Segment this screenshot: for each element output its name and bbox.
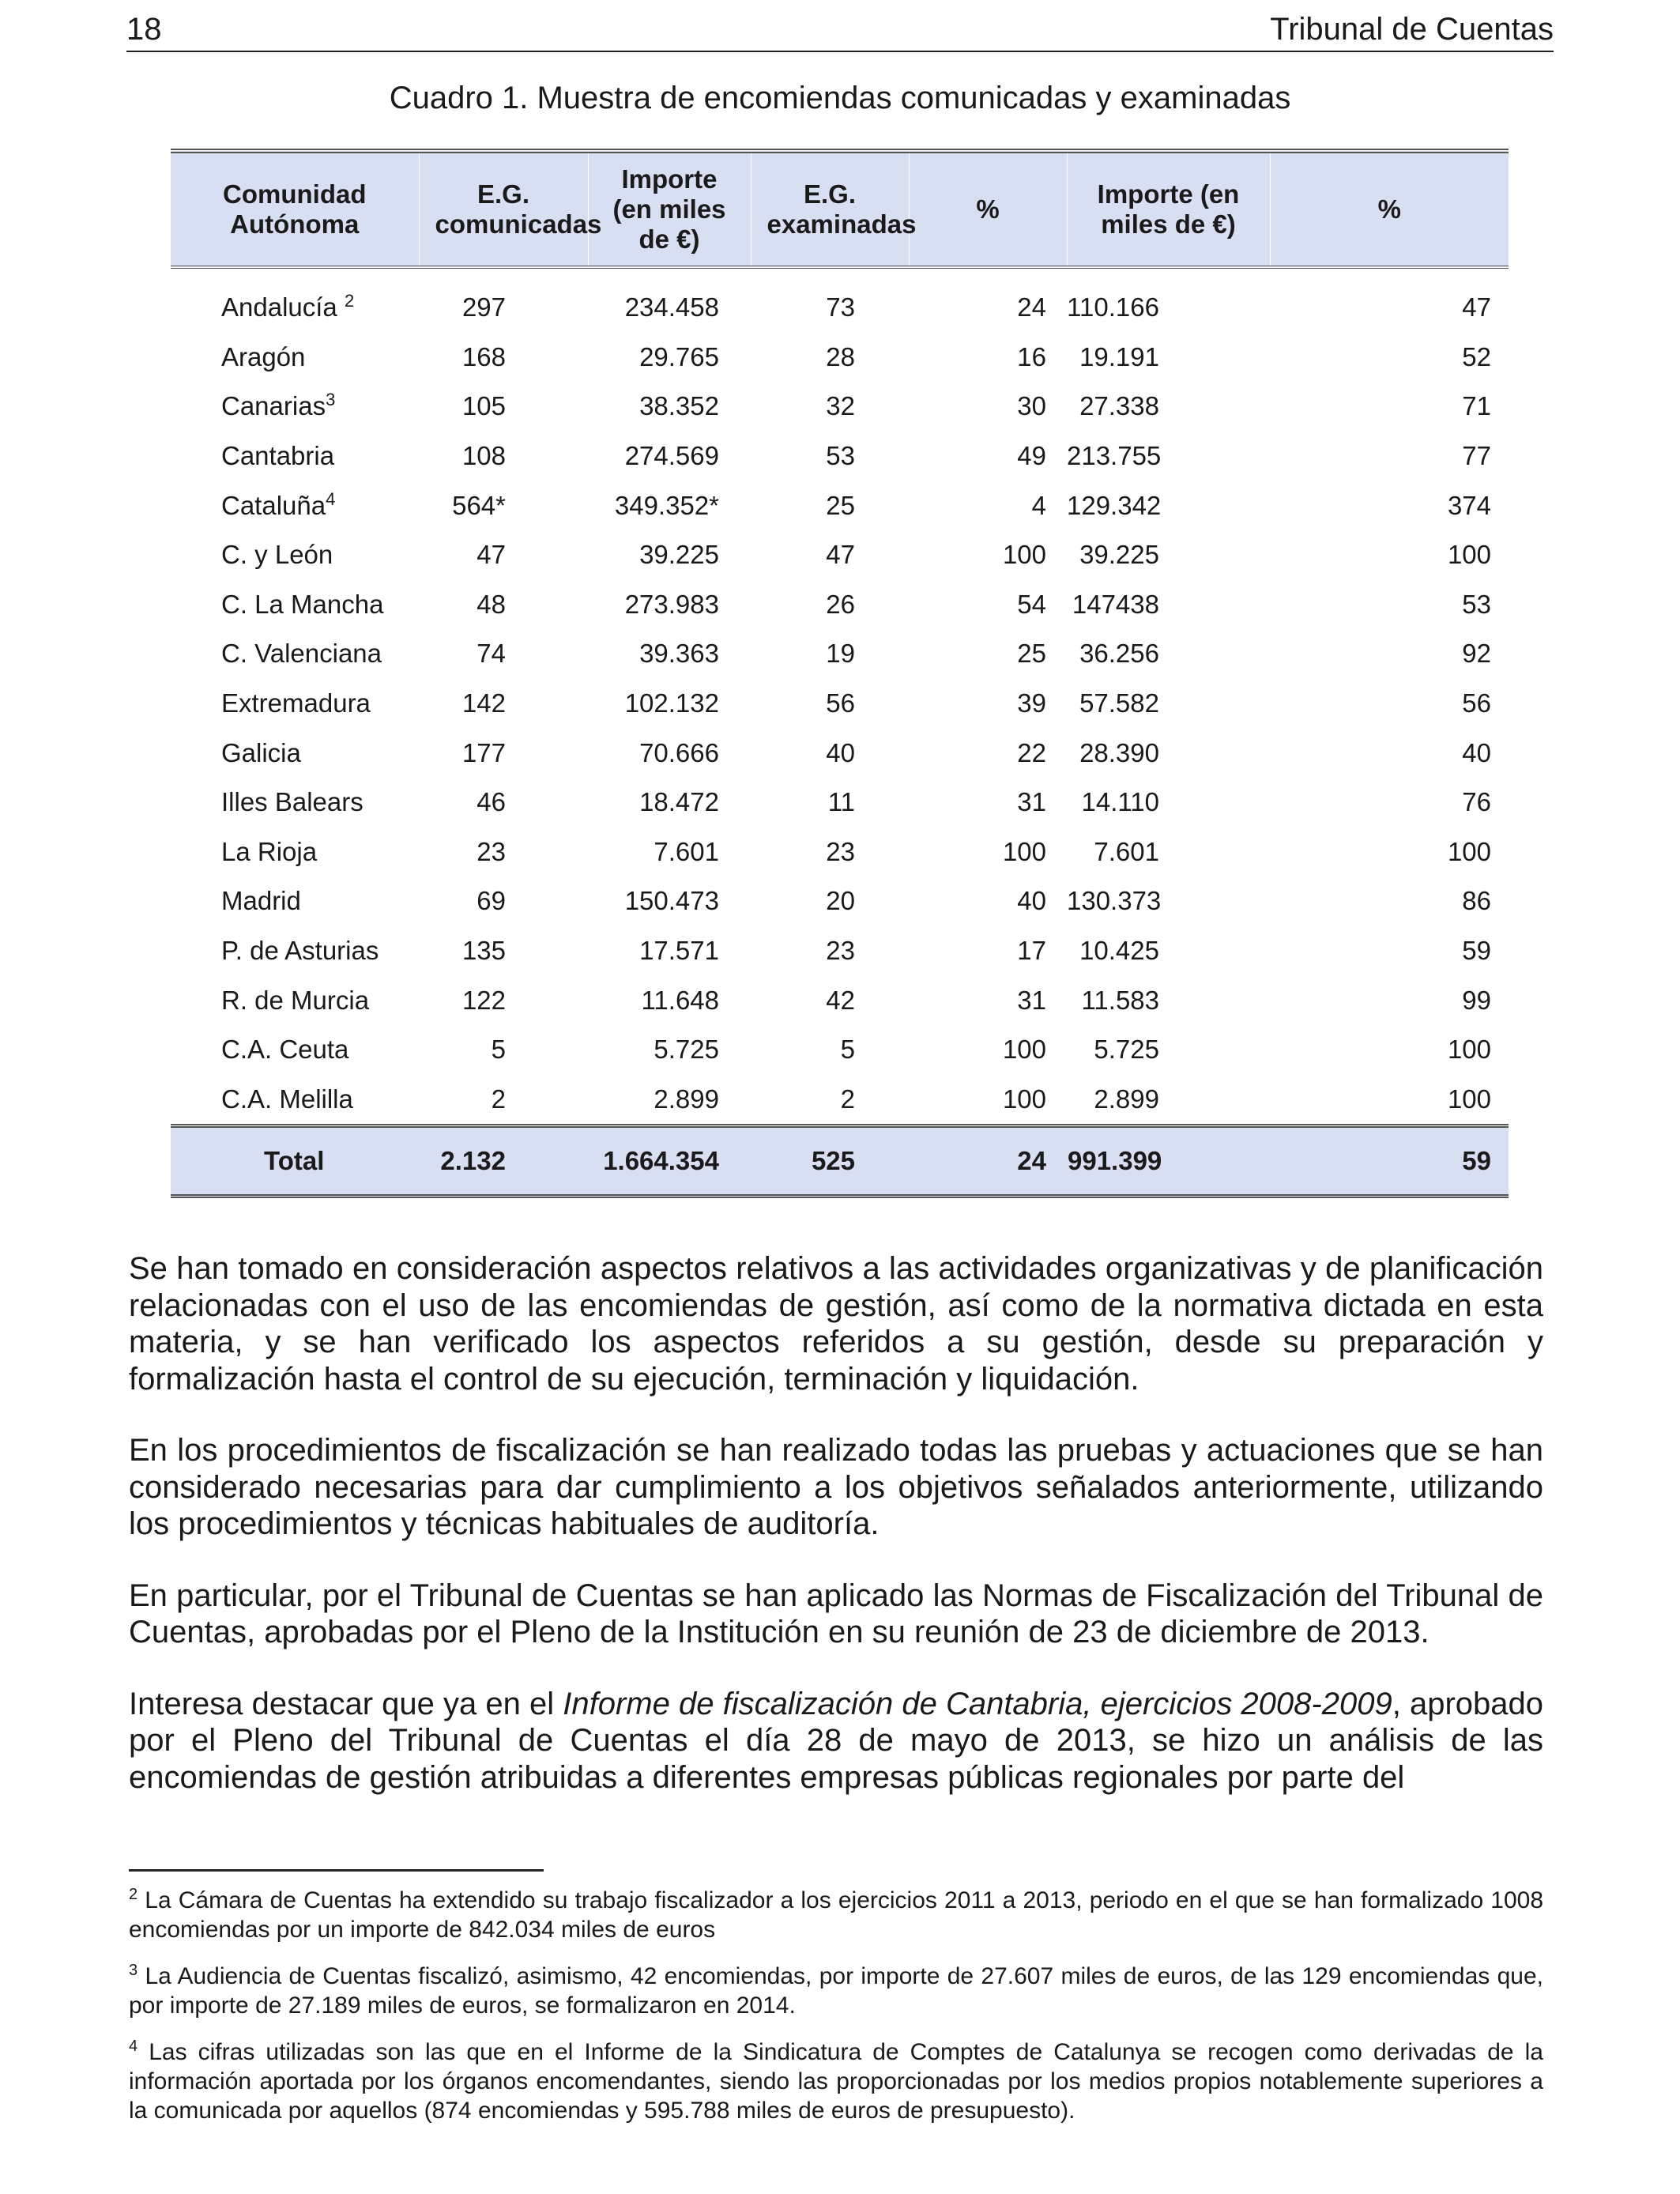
- table-cell: 2: [840, 1084, 855, 1114]
- table-cell: 32: [826, 391, 855, 421]
- column-header: Importe (en miles de €): [1067, 151, 1270, 267]
- table-cell: 36.256: [1079, 639, 1159, 669]
- table-cell: 11.583: [1081, 985, 1159, 1015]
- table-cell: 25: [826, 490, 855, 520]
- column-header: %: [1270, 151, 1509, 267]
- table-cell: 40: [1017, 886, 1046, 916]
- table-row: [171, 926, 1509, 976]
- table-cell: 71: [1462, 391, 1491, 421]
- table-cell: 110.166: [1067, 292, 1159, 322]
- column-header: %: [909, 151, 1067, 267]
- table-cell: 29.765: [639, 341, 719, 371]
- region-name: Andalucía: [221, 292, 337, 322]
- table-cell: 129.342: [1067, 490, 1162, 520]
- table-caption: Cuadro 1. Muestra de encomiendas comunicadas y examinadas: [389, 81, 1291, 115]
- footnote-mark: 4: [129, 2038, 138, 2055]
- table-cell: 23: [826, 936, 855, 966]
- total-cell: 2.132: [419, 1126, 588, 1197]
- table-cell: 31: [1017, 787, 1046, 817]
- table-cell: 69: [477, 886, 506, 916]
- table-cell: 11: [827, 787, 855, 817]
- table-cell: 46: [477, 787, 506, 817]
- region-name: C.A. Ceuta: [221, 1035, 349, 1065]
- table-body: [171, 267, 1509, 1126]
- table-cell: 274.569: [624, 441, 719, 471]
- table-cell: 234.458: [624, 292, 719, 322]
- region-cell: [171, 432, 419, 481]
- total-cell: 59: [1270, 1126, 1509, 1197]
- paragraph-text: Interesa destacar que ya en el: [129, 1686, 563, 1721]
- table-row: [171, 1025, 1509, 1075]
- column-header: Importe (en miles de €): [588, 151, 751, 267]
- footnote-ref: 3: [326, 390, 336, 410]
- table-row: [171, 629, 1509, 679]
- footnote-text: La Audiencia de Cuentas fiscalizó, asimismo, 42 encomiendas, por importe de 27.607 miles de euros, de las 129 encomiendas que, por importe de 27.189 miles de euros, se formalizaron en 2014.: [129, 1963, 1543, 2019]
- region-cell: [171, 827, 419, 877]
- table-cell: 100: [1447, 836, 1491, 866]
- table-cell: 213.755: [1067, 441, 1162, 471]
- table-cell: 7.601: [1094, 836, 1159, 866]
- table-cell: 47: [477, 540, 506, 570]
- table-row: [171, 975, 1509, 1025]
- table-cell: 102.132: [624, 688, 719, 718]
- region-name: Canarias: [221, 391, 326, 421]
- table-cell: 100: [1447, 1084, 1491, 1114]
- table-cell: 92: [1462, 639, 1491, 669]
- region-cell: [171, 679, 419, 729]
- footnote-ref: 4: [326, 488, 336, 509]
- table-cell: 86: [1462, 886, 1491, 916]
- region-name: C. y León: [221, 540, 333, 570]
- table-cell: 28.390: [1079, 737, 1159, 767]
- table-cell: 122: [461, 985, 506, 1015]
- table-cell: 27.338: [1079, 391, 1159, 421]
- region-cell: [171, 580, 419, 630]
- table-cell: 5: [491, 1035, 506, 1065]
- table-row: [171, 481, 1509, 530]
- table-cell: 17: [1017, 936, 1046, 966]
- region-cell: [171, 1025, 419, 1075]
- table-cell: 100: [1002, 836, 1046, 866]
- table-cell: 20: [826, 886, 855, 916]
- table-row: [171, 382, 1509, 432]
- region-name: Galicia: [221, 737, 301, 767]
- table-cell: 147438: [1072, 589, 1159, 619]
- table-cell: 5.725: [654, 1035, 719, 1065]
- table-cell: 100: [1447, 1035, 1491, 1065]
- table-cell: 47: [1462, 292, 1491, 322]
- body-text: [129, 1250, 1543, 1830]
- table-cell: 52: [1462, 341, 1491, 371]
- table-row: [171, 778, 1509, 827]
- table-cell: 23: [826, 836, 855, 866]
- table-cell: 168: [461, 341, 506, 371]
- table-cell: 177: [461, 737, 506, 767]
- table-cell: 108: [461, 441, 506, 471]
- table-row: [171, 267, 1509, 333]
- table-row: [171, 530, 1509, 580]
- table-cell: 7.601: [654, 836, 719, 866]
- table-cell: 53: [826, 441, 855, 471]
- table-row: [171, 876, 1509, 926]
- running-title: Tribunal de Cuentas: [1270, 12, 1554, 47]
- table-cell: 5: [840, 1035, 855, 1065]
- page-number: 18: [126, 12, 162, 47]
- table-cell: 47: [826, 540, 855, 570]
- table-cell: 40: [826, 737, 855, 767]
- total-label: Total: [171, 1126, 419, 1197]
- table-cell: 19.191: [1079, 341, 1159, 371]
- report-title: Informe de fiscalización de Cantabria, ejercicios 2008-2009: [563, 1686, 1392, 1721]
- table-cell: 23: [477, 836, 506, 866]
- table-cell: 56: [826, 688, 855, 718]
- region-cell: [171, 778, 419, 827]
- footnote-text: La Cámara de Cuentas ha extendido su trabajo fiscalizador a los ejercicios 2011 a 2013, periodo en el que se han formalizado 1008 encomiendas por un importe de 842.034 miles de euros: [129, 1887, 1543, 1943]
- footnote-mark: 3: [129, 1962, 138, 1979]
- table-cell: 39.225: [1079, 540, 1159, 570]
- table-cell: 38.352: [639, 391, 719, 421]
- footnote: [129, 1886, 1543, 1944]
- table-cell: 564*: [452, 490, 506, 520]
- table-cell: 56: [1462, 688, 1491, 718]
- region-name: Extremadura: [221, 688, 371, 718]
- table-cell: 40: [1462, 737, 1491, 767]
- table-cell: 30: [1017, 391, 1046, 421]
- region-cell: [171, 876, 419, 926]
- table-cell: 26: [826, 589, 855, 619]
- region-cell: [171, 926, 419, 976]
- footnote-separator: [129, 1869, 544, 1872]
- table-cell: 17.571: [639, 936, 719, 966]
- column-header: E.G. comunicadas: [419, 151, 588, 267]
- footnotes: [129, 1886, 1543, 2143]
- table-row: [171, 333, 1509, 383]
- paragraph: En particular, por el Tribunal de Cuentas se han aplicado las Normas de Fiscalización del Tribunal de Cuentas, aprobadas por el Pleno de la Institución en su reunión de 23 de diciembre de 2013.: [129, 1578, 1543, 1649]
- table-cell: 54: [1017, 589, 1046, 619]
- table-cell: 53: [1462, 589, 1491, 619]
- table-cell: 142: [461, 688, 506, 718]
- table-cell: 25: [1017, 639, 1046, 669]
- table-row: [171, 580, 1509, 630]
- table-cell: 76: [1462, 787, 1491, 817]
- footnote-text: Las cifras utilizadas son las que en el Informe de la Sindicatura de Comptes de Catalunya se recogen como derivadas de la información aportada por los órganos encomendantes, siendo las proporcionadas por los medios propios notablemente superiores a la comunicada por aquellos (874 encomiendas y 595.788 miles de euros de presupuesto).: [129, 2039, 1543, 2124]
- table-cell: 74: [477, 639, 506, 669]
- region-cell: [171, 333, 419, 383]
- table-cell: 59: [1462, 936, 1491, 966]
- table-cell: 5.725: [1094, 1035, 1159, 1065]
- region-name: Madrid: [221, 886, 301, 916]
- table-cell: 374: [1447, 490, 1491, 520]
- table-row: [171, 1075, 1509, 1126]
- table-row: [171, 728, 1509, 778]
- region-name: Illes Balears: [221, 787, 363, 817]
- region-name: P. de Asturias: [221, 936, 379, 966]
- table-cell: 4: [1031, 490, 1046, 520]
- region-cell: [171, 975, 419, 1025]
- region-cell: [171, 1075, 419, 1126]
- paragraph: En los procedimientos de fiscalización se han realizado todas las pruebas y actuaciones que se han considerado necesarias para dar cumplimiento a los objetivos señalados anteriormente, utilizando los procedimientos y técnicas habituales de auditoría.: [129, 1433, 1543, 1541]
- table-cell: 14.110: [1081, 787, 1159, 817]
- paragraph: Se han tomado en consideración aspectos relativos a las actividades organizativas y de planificación relacionadas con el uso de las encomiendas de gestión, así como de la normativa dictada en esta materia, y se han verificado los aspectos referidos a su gestión, desde su preparación y formalización hasta el control de su ejecución, terminación y liquidación.: [129, 1251, 1543, 1397]
- table-cell: 99: [1462, 985, 1491, 1015]
- region-cell: [171, 267, 419, 333]
- region-name: La Rioja: [221, 836, 318, 866]
- region-name: Cataluña: [221, 490, 326, 520]
- table-cell: 39: [1017, 688, 1046, 718]
- table-cell: 2: [491, 1084, 506, 1114]
- region-cell: [171, 530, 419, 580]
- table-cell: 297: [461, 292, 506, 322]
- sample-table: [171, 149, 1509, 1198]
- column-header: Comunidad Autónoma: [171, 151, 419, 267]
- total-cell: 24: [909, 1126, 1067, 1197]
- page-header: [126, 9, 1554, 52]
- table-header-row: [171, 151, 1509, 267]
- table-cell: 28: [826, 341, 855, 371]
- region-cell: [171, 382, 419, 432]
- table-cell: 39.363: [639, 639, 719, 669]
- table-cell: 19: [826, 639, 855, 669]
- table-cell: 2.899: [654, 1084, 719, 1114]
- region-name: C. La Mancha: [221, 589, 384, 619]
- footnote-ref: 2: [344, 291, 355, 311]
- table-row: [171, 432, 1509, 481]
- table-cell: 10.425: [1079, 936, 1159, 966]
- table-cell: 349.352*: [614, 490, 719, 520]
- table-row: [171, 679, 1509, 729]
- region-name: C. Valenciana: [221, 639, 382, 669]
- table-cell: 150.473: [624, 886, 719, 916]
- table-cell: 105: [461, 391, 506, 421]
- table-cell: 273.983: [624, 589, 719, 619]
- table-cell: 22: [1017, 737, 1046, 767]
- table-cell: 48: [477, 589, 506, 619]
- table-cell: 16: [1017, 341, 1046, 371]
- region-cell: [171, 629, 419, 679]
- region-cell: [171, 728, 419, 778]
- region-name: C.A. Melilla: [221, 1084, 353, 1114]
- table-cell: 57.582: [1079, 688, 1159, 718]
- table-cell: 70.666: [639, 737, 719, 767]
- total-cell: 525: [751, 1126, 909, 1197]
- footnote: [129, 2038, 1543, 2125]
- region-name: Cantabria: [221, 441, 335, 471]
- table-cell: 42: [826, 985, 855, 1015]
- region-name: Aragón: [221, 341, 306, 371]
- data-table-container: [171, 149, 1509, 1198]
- column-header: E.G. examinadas: [751, 151, 909, 267]
- table-cell: 31: [1017, 985, 1046, 1015]
- table-cell: 39.225: [639, 540, 719, 570]
- region-name: R. de Murcia: [221, 985, 370, 1015]
- table-cell: 77: [1462, 441, 1491, 471]
- footnote-mark: 2: [129, 1886, 138, 1903]
- table-cell: 11.648: [641, 985, 719, 1015]
- table-total-row: [171, 1126, 1509, 1197]
- total-cell: 1.664.354: [588, 1126, 751, 1197]
- paragraph-text: , aprobado por el Pleno del Tribunal de Cuentas el día 28 de mayo de 2013, se hizo un análisis de las encomiendas de gestión atribuidas a diferentes empresas públicas regionales por parte del: [129, 1686, 1544, 1795]
- table-cell: 2.899: [1094, 1084, 1159, 1114]
- paragraph: [129, 1686, 1543, 1796]
- table-cell: 135: [461, 936, 506, 966]
- region-cell: [171, 481, 419, 530]
- table-cell: 49: [1017, 441, 1046, 471]
- table-cell: 100: [1447, 540, 1491, 570]
- table-cell: 24: [1017, 292, 1046, 322]
- footnote: [129, 1962, 1543, 2020]
- table-cell: 18.472: [639, 787, 719, 817]
- table-cell: 73: [826, 292, 855, 322]
- table-cell: 100: [1002, 1035, 1046, 1065]
- table-cell: 100: [1002, 1084, 1046, 1114]
- table-row: [171, 827, 1509, 877]
- total-cell: 991.399: [1067, 1126, 1270, 1197]
- table-cell: 130.373: [1067, 886, 1162, 916]
- table-cell: 100: [1002, 540, 1046, 570]
